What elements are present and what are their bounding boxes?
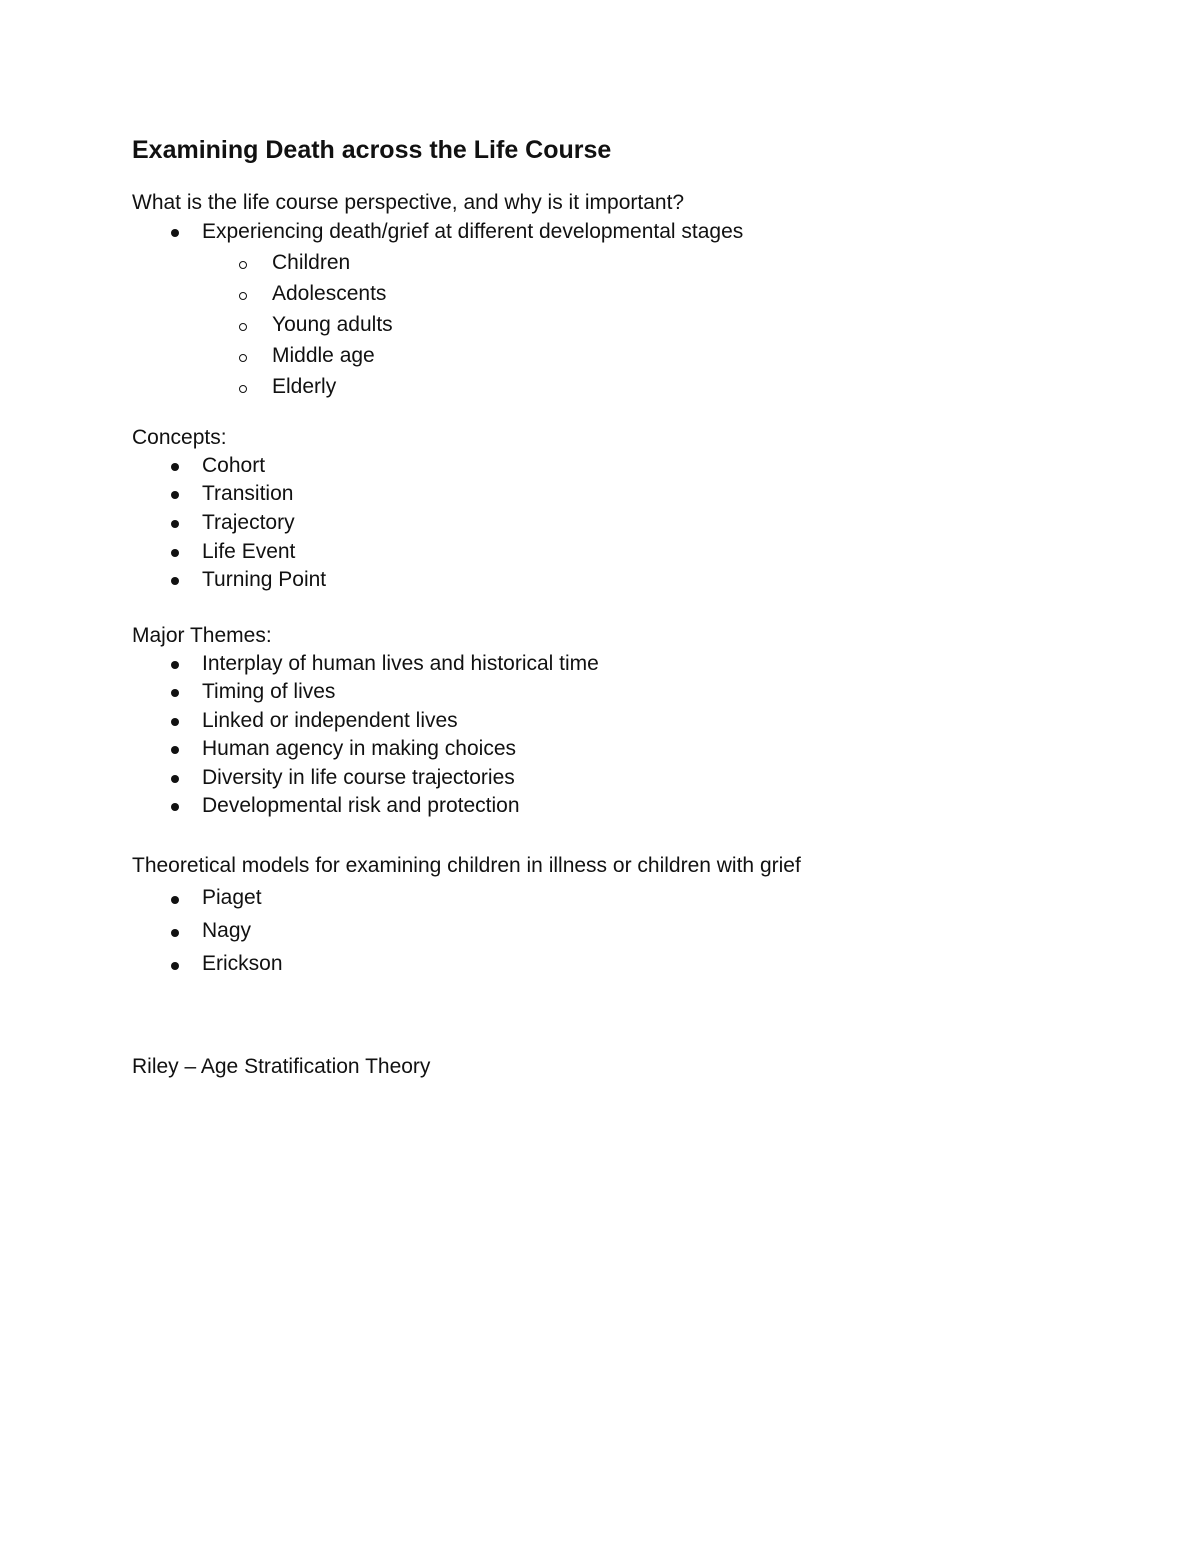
bullet-icon [171, 520, 179, 528]
circle-bullet-icon [239, 292, 247, 300]
circle-bullet-icon [239, 385, 247, 393]
theme-item: Timing of lives [202, 680, 336, 703]
circle-bullet-icon [239, 354, 247, 362]
circle-bullet-icon [239, 323, 247, 331]
bullet-icon [171, 229, 179, 237]
concepts-heading: Concepts: [132, 426, 227, 449]
model-item: Nagy [202, 919, 252, 942]
theme-item: Interplay of human lives and historical time [202, 652, 599, 675]
document-title: Examining Death across the Life Course [132, 136, 612, 164]
theme-item: Diversity in life course trajectories [202, 766, 515, 789]
stage-item: Children [272, 251, 351, 274]
stage-item: Young adults [272, 313, 393, 336]
theme-item: Linked or independent lives [202, 709, 458, 732]
bullet-icon [171, 689, 179, 697]
concept-item: Transition [202, 482, 294, 505]
models-heading: Theoretical models for examining children in illness or children with grief [132, 854, 801, 877]
stage-item: Middle age [272, 344, 375, 367]
theme-item: Human agency in making choices [202, 737, 516, 760]
theme-item: Developmental risk and protection [202, 794, 520, 817]
circle-bullet-icon [239, 261, 247, 269]
bullet-icon [171, 491, 179, 499]
bullet-icon [171, 962, 179, 970]
stage-item: Adolescents [272, 282, 387, 305]
stage-item: Elderly [272, 375, 337, 398]
bullet-icon [171, 463, 179, 471]
bullet-icon [171, 577, 179, 585]
stages-intro: Experiencing death/grief at different developmental stages [202, 220, 744, 243]
concept-item: Turning Point [202, 568, 327, 591]
bullet-icon [171, 929, 179, 937]
bullet-icon [171, 661, 179, 669]
bullet-icon [171, 803, 179, 811]
model-item: Piaget [202, 886, 262, 909]
bullet-icon [171, 775, 179, 783]
concept-item: Trajectory [202, 511, 295, 534]
bullet-icon [171, 896, 179, 904]
bullet-icon [171, 746, 179, 754]
model-item: Erickson [202, 952, 283, 975]
riley-line: Riley – Age Stratification Theory [132, 1055, 431, 1078]
concept-item: Life Event [202, 540, 296, 563]
bullet-icon [171, 718, 179, 726]
bullet-icon [171, 549, 179, 557]
themes-heading: Major Themes: [132, 624, 272, 647]
concept-item: Cohort [202, 454, 266, 477]
intro-question: What is the life course perspective, and why is it important? [132, 191, 685, 214]
